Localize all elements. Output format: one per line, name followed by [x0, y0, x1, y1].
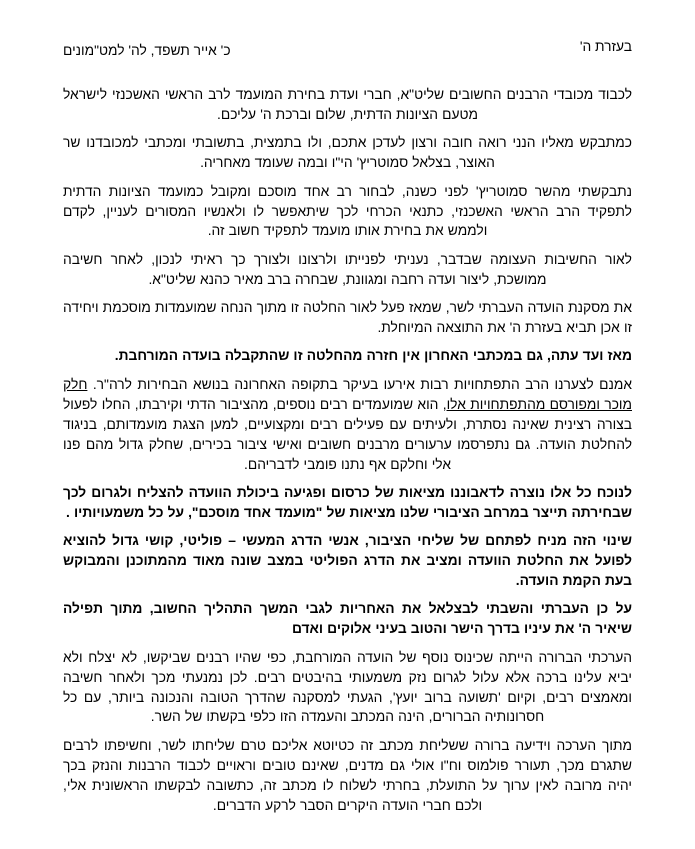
paragraph-letter-rationale: מתוך הערכה וידיעה ברורה ששליחת מכתב זה כטיוטא אליכם טרם שליחתו לשר, וחשיפתו לרבים שתגרם מכך, תעורר פולמוס וח"ו אולי גם מדנים, שאינם טובים וראויים לכבוד הרבנות והנזק בכך יהיה מרובה לאין ערוך על התועלת, בחרתי לשלוח לו מכתב זה, כתשובה לבקשתו הראשונית אלי, ולכם חברי הועדה היקרים הסבר לרקע הדברים. — [63, 737, 632, 813]
paragraph-committee-formation: לאור החשיבות העצומה שבדבר, נעניתי לפנייתו ולרצונו ולצורך כך ראיתי לנכון, לאחר חשיבה ממושכת, ליצור ועדה רחבה ומגוונת, שבחרה ברב מאיר כהנא שליט"א. — [63, 251, 632, 287]
letter-header — [63, 37, 632, 57]
paragraph-no-retraction: מאז ועד עתה, גם במכתבי האחרון אין חזרה מהחלטה זו שהתקבלה בועדה המורחבת. — [114, 348, 632, 364]
paragraph-assessment: הערכתי הברורה הייתה שכינוס נוסף של הועדה המורחבת, כפי שהיו רבנים שביקשו, לא יצלח ולא יביא עלינו ברכה אלא עלול לגרום נזק משמעותי בהיבטים רבים. לכן נמנעתי מכך ולאחר חשיבה ומאמצים רבים, וקיום 'תשועה ברוב יועץ', הגעתי למסקנה שהדרך הטובה והנכונה ביותר, עם כל חסרונותיה הברורים, הינה המכתב והעמדה הזו כלפי בקשתו של השר. — [63, 649, 632, 725]
blessing-text: בעזרת ה' — [579, 39, 632, 54]
paragraph-political-shift: שינוי הזה מניח לפתחם של שליחי הציבור, אנשי הדרג המעשי – פוליטי, קושי גדול להוציא לפועל את החלטת הוועדה ומציב את הדרג הפוליטי במצב שונה מאוד מהמתוכנן והמבוקש בעת הקמת הועדה. — [63, 533, 632, 589]
letter-date: כ' אייר תשפד, לה' למט"מונים — [63, 43, 231, 58]
paragraph-developments — [63, 375, 632, 475]
paragraph-update-intro: כמתבקש מאליו הנני רואה חובה ורצון לעדכן אתכם, ולו בתמצית, בתשובתי ומכתבי למכובדנו שר האוצר, בצלאל סמוטריץ' הי"ו ובמה שעומד מאחריה. — [63, 135, 632, 171]
paragraph-developments-rest: הוא שמועמדים רבים נוספים, מהציבור הדתי וקירבתו, החלו לפעול בצורה רצינית שאינה נסתרת, ולעיתים עם פעילים רבים ומקצועיים, למען הצגת מועמדותם, בניגוד להחלטת הועדה. גם נתפרסמו ערעורים מרבנים חשובים ואישי ציבור בכירים, שחלק גדול מהם פנו אלי וחלקם אף נתנו פומבי לדבריהם. — [63, 396, 632, 472]
paragraph-salutation: לכבוד מכובדי הרבנים החשובים שליט"א, חברי ועדת בחירת המועמד לרב הראשי האשכנזי לישראל מטעם הציונות הדתית, שלום וברכת ה' עליכם. — [63, 87, 632, 122]
paragraph-responsibility-transfer: על כן העברתי והשבתי לבצלאל את האחריות לגבי המשך התהליך החשוב, מתוך תפילה שיאיר ה' את עיניו בדרך הישר והטוב בעיני אלוקים ואדם — [63, 601, 632, 637]
paragraph-developments-lead: אמנם לצערנו הרב התפתחויות רבות אירעו בעיקר בתקופה האחרונה בנושא הבחירות לרה"ר. — [87, 376, 632, 392]
paragraph-erosion-concern: לנוכח כל אלו נוצרה לדאבוננו מציאות של כרסום ופגיעה ביכולת הוועדה להצליח ולגרום לכך שבחירתה תייצר במרחב הציבורי שלנו מציאות של "מועמד אחד מוסכם", על כל משמעויותיו . — [63, 484, 632, 520]
paragraph-developments-underlined: חלק מוכר ומפורסם מהתפתחויות אלו, — [63, 376, 632, 412]
paragraph-ministers-request: נתבקשתי מהשר סמוטריץ' לפני כשנה, לבחור רב אחד מוסכם ומקובל כמועמד הציונות הדתית לתפקיד הרב הראשי האשכנזי, כתנאי הכרחי לכך שיתאפשר לו ולאנשיו המסורים לעניין, לקדם ולממש את בחירת אותו מועמד לתפקיד חשוב זה. — [63, 183, 632, 239]
letter-body — [63, 85, 632, 816]
paragraph-conclusion-delivered: את מסקנת הועדה העברתי לשר, שמאז פעל לאור החלטה זו מתוך הנחה שמועמדות מוסכמת ויחידה זו אכן תביא בעזרת ה' את התוצאה המיוחלת. — [63, 300, 632, 336]
